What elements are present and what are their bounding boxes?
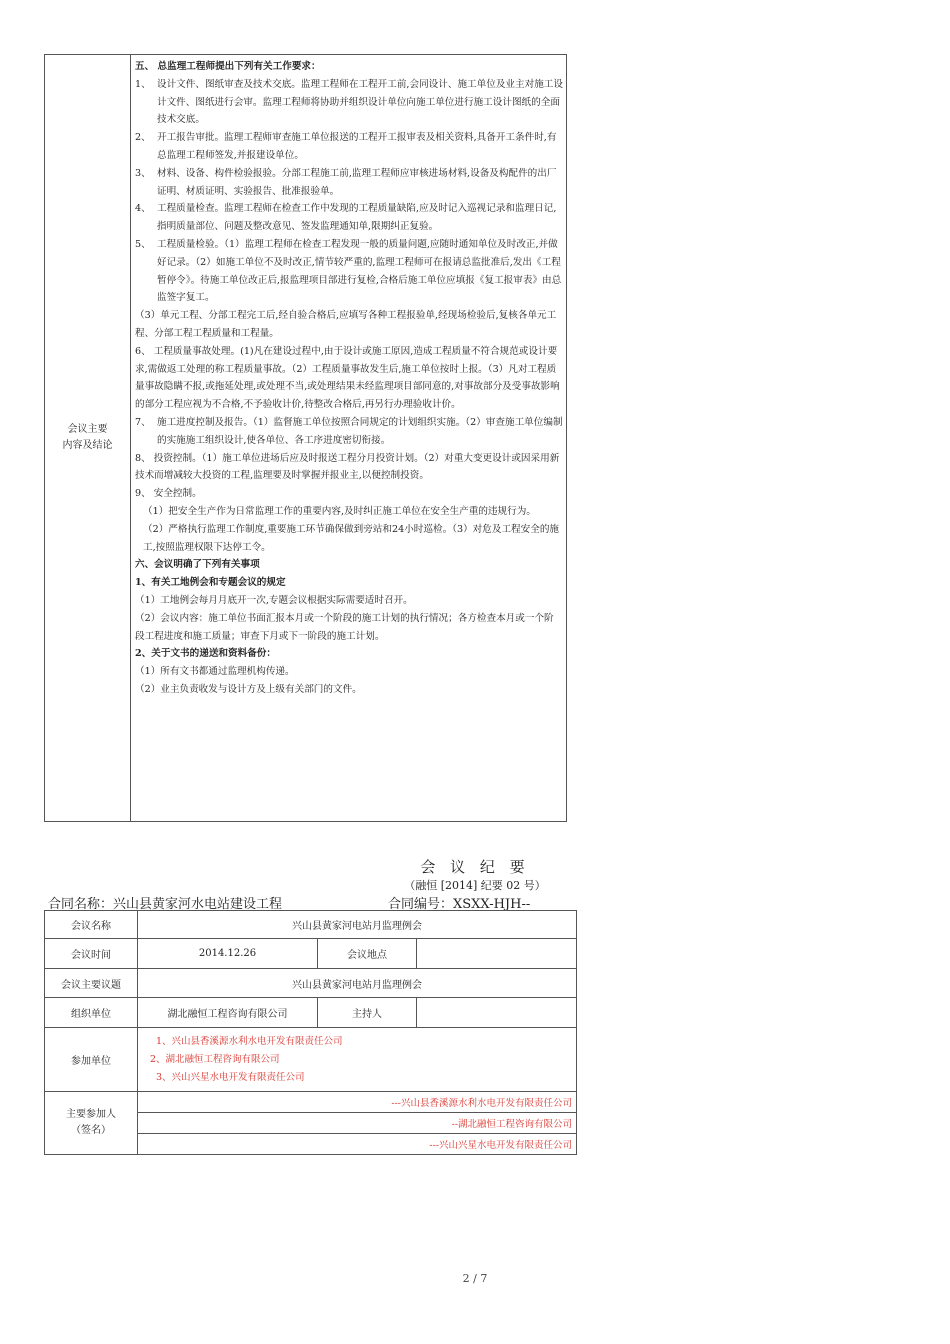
meeting-time-value: 2014.12.26 [138,939,318,969]
content-paragraph: 1、有关工地例会和专题会议的规定 [135,577,286,589]
paragraph-number: 7、 [135,416,151,428]
content-lines [131,55,566,699]
units-label: 参加单位 [45,1028,138,1092]
content-paragraph: 2、关于文书的递送和资料备份： [135,648,276,660]
content-paragraph [135,76,563,129]
content-paragraph: （1）工地例会每月月底开一次,专题会议根据实际需要适时召开。 [135,594,413,606]
meeting-name-value: 兴山县黄家河电站月监理例会 [138,911,577,939]
paragraph-text: 材料、设备、构件检验报验。分部工程施工前,监理工程师应审核进场材料,设备及构配件的出厂证明、材质证明、实验报告、批准报验单。 [157,167,557,197]
content-paragraph [135,236,563,307]
paragraph-text: 工程质量检验。（1）监理工程师在检查工程发现一般的质量问题,应随时通知单位及时改正,并做好记录。（2）如施工单位不及时改正,情节较严重的,监理工程师可在报请总监批准后,发出《工程暂停令》。待施工单位改正后,报监理项目部进行复检,合格后施工单位应填报《复工报审表》由总监签字复工。 [157,238,562,304]
content-paragraph: （3）单元工程、分部工程完工后,经自验合格后,应填写各种工程报验单,经现场检验后,复核各单元工程、分部工程工程质量和工程量。 [135,310,557,339]
contract-name: 合同名称：兴山县黄家河水电站建设工程 [48,897,283,912]
content-paragraph: （1）所有文书都通过监理机构传递。 [135,666,295,678]
content-label: 会议主要 内容及结论 [62,424,113,451]
host-value [417,998,577,1028]
contract-number: 合同编号：XSXX-HJH-- [388,897,531,912]
unit-item: 3、兴山兴星水电开发有限责任公司 [156,1071,305,1083]
paragraph-number: 5、 [135,238,151,250]
paragraph-text: 工程质量检查。监理工程师在检查工作中发现的工程质量缺陷,应及时记入巡视记录和监理日记,指明质量部位、问题及整改意见、签发监理通知单,限期纠正复验。 [157,203,557,233]
org-value: 湖北融恒工程咨询有限公司 [138,998,318,1028]
units-list [138,1028,577,1092]
host-label: 主持人 [318,998,417,1028]
paragraph-text: 开工报告审批。监理工程师审查施工单位报送的工程开工报审表及相关资料,具备开工条件时,有总监理工程师签发,并报建设单位。 [157,132,557,161]
content-label-cell [45,55,131,822]
content-paragraph [135,414,563,450]
paragraph-text: 设计文件、图纸审查及技术交底。监理工程师在工程开工前,会同设计、施工单位及业主对施工设计文件、图纸进行会审。监理工程师将协助并组织设计单位向施工单位进行施工设计图纸的全面技术交底。 [157,78,563,126]
content-paragraph: 9、 安全控制。 [135,488,202,500]
paragraph-number: 4、 [135,203,151,215]
content-paragraph: （2）会议内容：施工单位书面汇报本月或一个阶段的施工计划的执行情况；各方检查本月或一个阶段工程进度和施工质量；审查下月或下一阶段的施工计划。 [135,612,554,642]
content-paragraph: 五、 总监理工程师提出下列有关工作要求： [135,61,321,72]
content-paragraph [135,200,563,236]
org-label: 组织单位 [45,998,138,1028]
content-paragraph [135,129,563,165]
content-paragraph: 六、会议明确了下列有关事项 [135,559,260,571]
paragraph-text: 施工进度控制及报告。（1）监督施工单位按照合同规定的计划组织实施。（2）审查施工单位编制的实施施工组织设计,使各单位、各工序进度密切衔接。 [157,416,563,446]
minutes-table [44,910,577,1155]
minutes-subtitle: （融恒 [2014] 纪要 02 号） [404,879,546,892]
page-number: 2 / 7 [462,1272,488,1285]
signatory-row: ---兴山兴星水电开发有限责任公司 [138,1134,577,1155]
meeting-content-table [44,54,567,822]
paragraph-number: 1、 [135,78,151,90]
minutes-title: 会 议 纪 要 [420,858,530,876]
content-cell [131,55,567,822]
paragraph-number: 3、 [135,167,151,179]
content-paragraph: 6、 工程质量事故处理。(1)凡在建设过程中,由于设计或施工原因,造成工程质量不符合规范或设计要求,需做返工处理的称工程质量事故。（2）工程质量事故发生后,施工单位按时上报。（3）凡对工程质量事故隐瞒不报,或拖延处理,或处理不当,或处理结果未经监理项目部同意的,对事故部分及受事故影响的部分工程应视为不合格,不予验收计价,待整改合格后,再另行办理验收计价。 [135,345,560,411]
signatory-row: --湖北融恒工程咨询有限公司 [138,1113,577,1134]
unit-item: 1、兴山县香溪源水利水电开发有限责任公司 [156,1035,343,1047]
meeting-topic-label: 会议主要议题 [45,969,138,998]
content-paragraph: 8、 投资控制。（1）施工单位进场后应及时报送工程分月投资计划。（2）对重大变更设计或因采用新技术而增减较大投资的工程,监理要及时掌握并报业主,以便控制投资。 [135,452,560,482]
content-paragraph: （1）把安全生产作为日常监理工作的重要内容,及时纠正施工单位在安全生产重的违规行为。 [143,505,536,517]
paragraph-number: 2、 [135,132,151,144]
meeting-time-label: 会议时间 [45,939,138,969]
unit-item: 2、湖北融恒工程咨询有限公司 [150,1053,280,1065]
meeting-place-value [417,939,577,969]
meeting-topic-value: 兴山县黄家河电站月监理例会 [138,969,577,998]
content-paragraph: （2）严格执行监理工作制度,重要施工环节确保做到旁站和24小时巡检。（3）对危及工程安全的施工,按照监理权限下达停工令。 [143,523,560,553]
people-label: 主要参加人 （签名） [45,1092,138,1155]
meeting-place-label: 会议地点 [318,939,417,969]
signatory-row: ---兴山县香溪源水利水电开发有限责任公司 [138,1092,577,1113]
meeting-name-label: 会议名称 [45,911,138,939]
content-paragraph [135,165,563,201]
content-paragraph: （2）业主负责收发与设计方及上级有关部门的文件。 [135,683,362,695]
